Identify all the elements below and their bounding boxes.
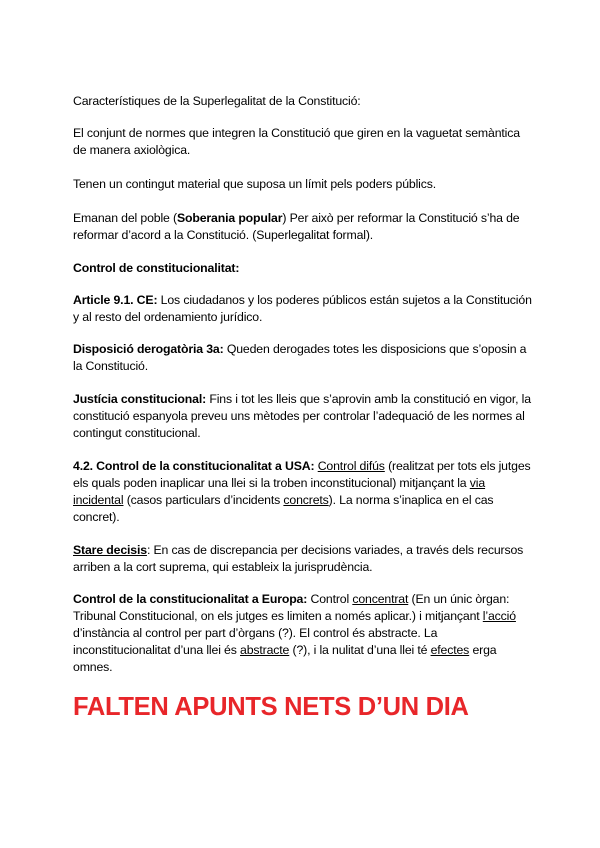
missing-notes-title: [73, 692, 533, 722]
underlined-term: l’acció: [482, 609, 516, 623]
bold-term: Soberania popular: [176, 211, 283, 225]
paragraph-stare-decisis: [73, 542, 533, 576]
paragraph-text: : En cas de discrepancia per decisions variades, a través dels recursos arriben a la cort suprema, qui estableix la jurisprudència.: [73, 543, 524, 574]
paragraph-text: El conjunt de normes que integren la Constitució que giren en la vaguetat semàntica de manera axiològica.: [73, 126, 520, 157]
control-heading: [73, 260, 533, 277]
bold-label: Justícia constitucional:: [73, 392, 207, 406]
paragraph-text: Emanan del poble (: [73, 211, 177, 225]
underlined-term: concentrat: [352, 592, 409, 606]
paragraph-definition: [73, 125, 533, 159]
paragraph-europe-control: [73, 591, 533, 676]
paragraph-text: Control: [307, 592, 353, 606]
title-text: FALTEN APUNTS NETS D’UN DIA: [73, 693, 469, 721]
underlined-term: abstracte: [240, 643, 290, 657]
bold-label: Control de la constitucionalitat a Europa:: [73, 592, 308, 606]
paragraph-text: Los ciudadanos y los poderes públicos están sujetos a la Constitución y al resto del ordenamiento jurídico.: [73, 293, 532, 324]
paragraph-text: Tenen un contingut material que suposa un límit pels poders públics.: [73, 177, 437, 191]
bold-label: 4.2. Control de la constitucionalitat a USA:: [73, 459, 315, 473]
heading-text: Control de constitucionalitat:: [73, 261, 240, 275]
paragraph-text: (realitzat per tots els jutges els quals poden inaplicar una llei si la troben inconstitucional) mitjançant la: [73, 459, 531, 490]
paragraph-usa-control: [73, 458, 533, 526]
paragraph-article: [73, 292, 533, 326]
underlined-term: concrets: [283, 493, 329, 507]
paragraph-text: (En un únic òrgan: Tribunal Constitucional, on els jutges es limiten a només aplicar.) i mitjançant: [73, 592, 510, 623]
bold-label: Article 9.1. CE:: [73, 293, 158, 307]
paragraph-text: Fins i tot les lleis que s’aprovin amb la constitució en vigor, la constitució espanyola preveu uns mètodes per controlar l’adequació de les normes al contingut constitucional.: [73, 392, 531, 440]
heading-text: Característiques de la Superlegalitat de la Constitució:: [73, 94, 361, 108]
paragraph-text: (casos particulars d’incidents: [123, 493, 284, 507]
section-heading: [73, 93, 533, 110]
paragraph-text: ). La norma s’inaplica en el cas concret).: [73, 493, 494, 524]
paragraph-text: (?), i la nulitat d’una llei té: [289, 643, 431, 657]
underlined-term: efectes: [430, 643, 470, 657]
paragraph-derogatory: [73, 341, 533, 375]
underlined-term: Control difús: [317, 459, 385, 473]
paragraph-popular-sovereignty: [73, 210, 533, 244]
paragraph-text: Queden derogades totes les disposicions que s’oposin a la Constitució.: [73, 342, 527, 373]
paragraph-text: ) Per això per reformar la Constitució s’ha de reformar d’acord a la Constitució. (Superlegalitat formal).: [73, 211, 520, 242]
paragraph-content-limit: [73, 176, 533, 193]
underlined-term: via incidental: [73, 476, 486, 507]
bold-label: Disposició derogatòria 3a:: [73, 342, 224, 356]
paragraph-text: d’instància al control per part d’òrgans (?). El control és abstracte. La inconstitucionalitat d’una llei és: [73, 626, 438, 657]
bold-underlined-label: Stare decisis: [73, 543, 147, 557]
paragraph-constitutional-justice: [73, 391, 533, 442]
paragraph-text: erga omnes.: [73, 643, 497, 674]
